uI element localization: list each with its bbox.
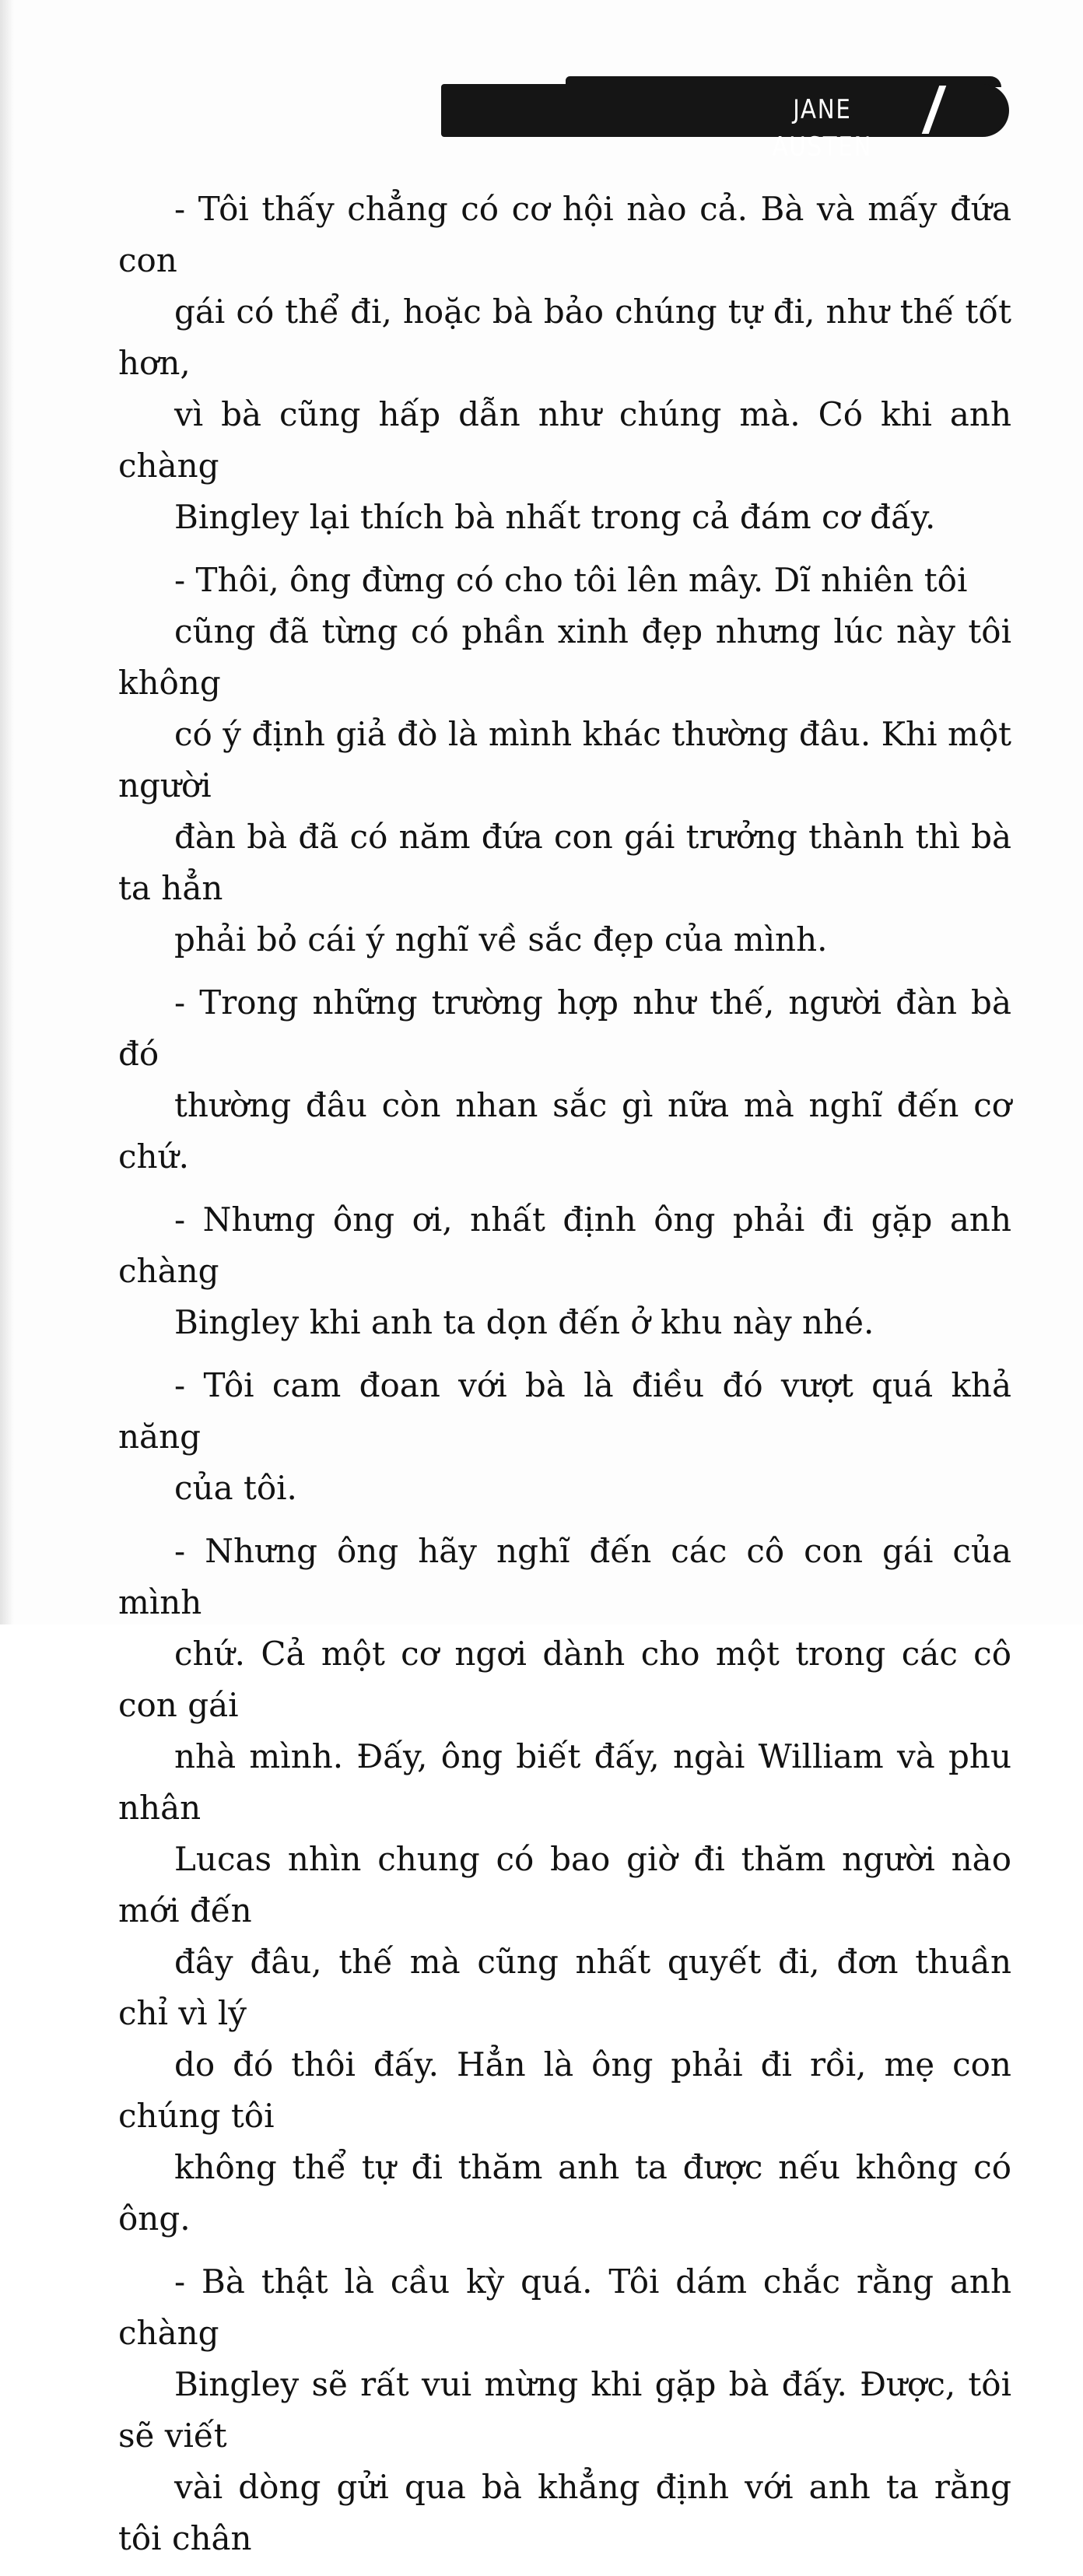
text-line: - Bà thật là cầu kỳ quá. Tôi dám chắc rằng anh chàng xyxy=(118,2262,1011,2352)
text-line: đây đâu, thế mà cũng nhất quyết đi, đơn thuần chỉ vì lý xyxy=(118,1943,1011,2032)
text-line: - Tôi thấy chẳng có cơ hội nào cả. Bà và mấy đứa con xyxy=(118,190,1011,279)
text-line: - Tôi cam đoan với bà là điều đó vượt quá khả năng xyxy=(118,1366,1011,1456)
page-body-text xyxy=(118,184,1011,2576)
running-header-author: JANE AUSTEN xyxy=(745,91,899,128)
text-line: Bingley sẽ rất vui mừng khi gặp bà đấy. Được, tôi sẽ viết xyxy=(118,2365,1011,2455)
text-line: phải bỏ cái ý nghĩ về sắc đẹp của mình. xyxy=(174,920,828,959)
text-line: có ý định giả đò là mình khác thường đâu. Khi một người xyxy=(118,715,1011,804)
paragraph-3 xyxy=(118,977,1011,1183)
text-line: - Thôi, ông đừng có cho tôi lên mây. Dĩ nhiên tôi xyxy=(174,561,968,599)
text-line: vài dòng gửi qua bà khẳng định với anh ta rằng tôi chân xyxy=(118,2468,1011,2557)
text-line: - Trong những trường hợp như thế, người đàn bà đó xyxy=(118,983,1011,1073)
text-line: thường đâu còn nhan sắc gì nữa mà nghĩ đến cơ chứ. xyxy=(118,1086,1011,1176)
text-line: đàn bà đã có năm đứa con gái trưởng thành thì bà ta hẳn xyxy=(118,818,1011,907)
text-line: Bingley lại thích bà nhất trong cả đám cơ đấy. xyxy=(174,498,936,536)
text-line: gái có thể đi, hoặc bà bảo chúng tự đi, như thế tốt hơn, xyxy=(118,293,1011,382)
text-line: Lucas nhìn chung có bao giờ đi thăm người nào mới đến xyxy=(118,1840,1011,1929)
text-line: do đó thôi đấy. Hẳn là ông phải đi rồi, mẹ con chúng tôi xyxy=(118,2045,1011,2135)
text-line: cũng đã từng có phần xinh đẹp nhưng lúc này tôi không xyxy=(118,612,1011,702)
text-line: vì bà cũng hấp dẫn như chúng mà. Có khi anh chàng xyxy=(118,395,1011,485)
text-line: nhà mình. Đấy, ông biết đấy, ngài William và phu nhân xyxy=(118,1737,1011,1827)
paragraph-5 xyxy=(118,1360,1011,1514)
text-line: của tôi. xyxy=(174,1469,297,1507)
text-line: không thể tự đi thăm anh ta được nếu không có ông. xyxy=(118,2148,1011,2238)
paragraph-1 xyxy=(118,184,1011,543)
text-line: Bingley khi anh ta dọn đến ở khu này nhé. xyxy=(174,1303,874,1341)
scan-edge-shadow xyxy=(0,0,14,1624)
paragraph-4 xyxy=(118,1194,1011,1348)
text-line: - Nhưng ông hãy nghĩ đến các cô con gái của mình xyxy=(118,1532,1011,1621)
paragraph-2 xyxy=(118,555,1011,966)
text-line: chứ. Cả một cơ ngơi dành cho một trong các cô con gái xyxy=(118,1635,1011,1724)
text-line: - Nhưng ông ơi, nhất định ông phải đi gặp anh chàng xyxy=(118,1200,1011,1290)
paragraph-6 xyxy=(118,1526,1011,2245)
paragraph-7 xyxy=(118,2256,1011,2564)
